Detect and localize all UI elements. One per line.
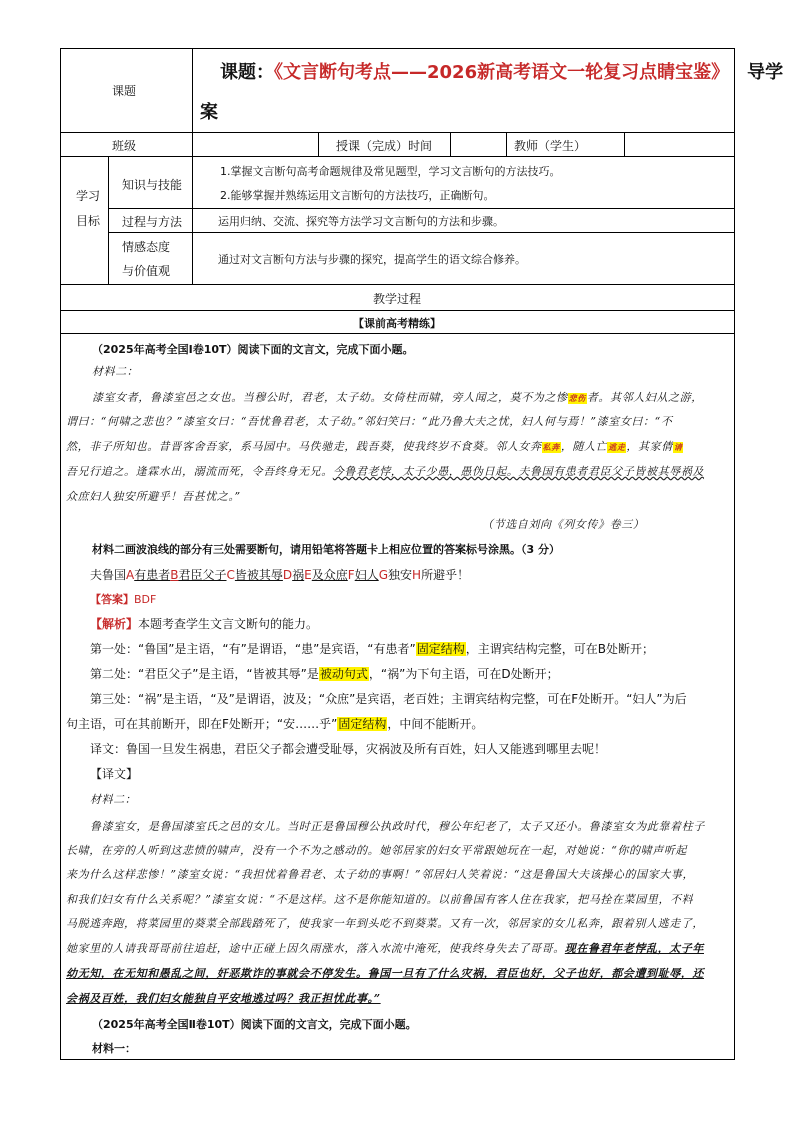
divider	[108, 156, 109, 284]
sentence-options: 夫鲁国A有患者B君臣父子C皆被其辱D祸E及众庶F妇人G独安H所避乎！	[90, 568, 470, 582]
question-text: 材料二画波浪线的部分有三处需要断句，请用铅笔将答题卡上相应位置的答案标号涂黑。（3 分）	[92, 543, 560, 556]
class-label: 班级	[112, 139, 137, 153]
passage-source: （节选自刘向《列女传》卷三）	[482, 518, 645, 531]
passage-line: 吾兄行追之。逢霖水出，溺流而死，令吾终身无兄。今鲁君老悖，太子少愚，愚伪日起。夫鲁国有患者君臣父子皆被其辱祸及	[66, 465, 705, 478]
translation-text: 马脱逃奔跑，将菜园里的葵菜全部践踏死了，使我家一年到头吃不到葵菜。又有一次，邻居家的女儿私奔，跟着别人逃走了，	[66, 917, 704, 930]
page-title-cont: 案	[200, 102, 218, 123]
divider	[624, 132, 625, 156]
analysis-point: 第三处：“祸”是主语，“及”是谓语，波及；“众庶”是宾语，老百姓；主谓宾结构完整，可在F处断开。“妇人”为后	[90, 692, 687, 706]
divider	[318, 132, 319, 156]
process-heading: 教学过程	[372, 292, 421, 306]
translation-text: 来为什么这样悲惨！”漆室女说：“我担忧着鲁君老、太子幼的事啊！”邻居妇人笑着说：“这是鲁国大夫该操心的国家大事，	[66, 868, 695, 881]
lesson-label: 课题	[112, 84, 137, 98]
question-intro: （2025年高考全国Ⅱ卷10T）阅读下面的文言文，完成下面小题。	[92, 1018, 417, 1031]
objective-category: 情感态度	[122, 240, 171, 254]
objective-category: 知识与技能	[122, 178, 183, 192]
divider	[192, 156, 193, 284]
translation-text: 会祸及百姓，我们妇女能独自平安地逃过吗？我正担忧此事。”	[66, 992, 381, 1005]
divider	[108, 232, 735, 233]
objective-text: 运用归纳、交流、探究等方法学习文言断句的方法和步骤。	[218, 215, 504, 228]
analysis-point: 第二处：“君臣父子”是主语，“皆被其辱”是被动句式，“祸”为下句主语，可在D处断开；	[90, 667, 559, 681]
material-label: 材料一：	[92, 1042, 136, 1055]
divider	[60, 284, 735, 285]
annotation: 悲伤	[568, 393, 586, 403]
divider	[60, 310, 735, 311]
divider	[60, 132, 735, 133]
divider	[450, 132, 451, 156]
passage-line: 谓曰：“何啸之悲也？”漆室女曰：“吾忧鲁君老，太子幼。”邻妇笑曰：“此乃鲁大夫之忧，妇人何与焉！”漆室女曰：“不	[66, 415, 673, 428]
translation-label: 【译文】	[90, 767, 139, 781]
objective-text: 2.能够掌握并熟练运用文言断句的方法技巧，正确断句。	[220, 189, 495, 202]
translation-text: 长啸，在旁的人听到这悲愤的啸声，没有一个不为之感动的。她邻居家的妇女平常跟她玩在一起，对她说：“你的啸声听起	[66, 844, 688, 857]
objective-category: 与价值观	[122, 264, 171, 278]
objectives-label: 目标	[76, 214, 101, 228]
annotation: 逃走	[608, 442, 626, 452]
translation-text: 幼无知，在无知和愚乱之间，奸恶欺诈的事就会不停发生。鲁国一旦有了什么灾祸，君臣也好，父子也好，都会遭到耻辱，还	[66, 967, 704, 980]
divider	[108, 208, 735, 209]
teacher-label: 教师（学生）	[514, 139, 587, 153]
page-title: 课题：《文言断句考点——2026新高考语文一轮复习点睛宝鉴》 导学	[220, 62, 784, 83]
objective-text: 1.掌握文言断句高考命题规律及常见题型，学习文言断句的方法技巧。	[220, 165, 561, 178]
material-label: 材料二：	[90, 793, 137, 806]
passage-line: 然，非子所知也。昔晋客舍吾家，系马园中。马佚驰走，践吾葵，使我终岁不食葵。邻人女奔私奔，随人亡逃走，其家倩请	[66, 440, 683, 453]
objective-text: 通过对文言断句方法与步骤的探究，提高学生的语文综合修养。	[218, 253, 526, 266]
divider	[192, 48, 193, 132]
time-label: 授课（完成）时间	[336, 139, 433, 153]
passage-line: 众庶妇人独安所避乎！吾甚忧之。”	[66, 490, 241, 503]
analysis-point: 第一处：“鲁国”是主语，“有”是谓语，“患”是宾语，“有患者”固定结构，主谓宾结构完整，可在B处断开；	[90, 642, 654, 656]
answer: 【答案】BDF	[90, 593, 157, 606]
translation-text: 她家里的人请我哥哥前往追赶，途中正碰上因久雨涨水，落入水流中淹死，使我终身失去了哥哥。现在鲁君年老悖乱，太子年	[66, 942, 704, 955]
translation-line: 译文：鲁国一旦发生祸患，君臣父子都会遭受耻辱，灾祸波及所有百姓，妇人又能逃到哪里去呢！	[90, 742, 607, 756]
translation-text: 和我们妇女有什么关系呢？”漆室女说：“不是这样。这不是你能知道的。以前鲁国有客人住在我家，把马拴在菜园里，不料	[66, 893, 694, 906]
analysis-point: 句主语，可在其前断开，即在F处断开；“安……乎”固定结构，中间不能断开。	[66, 717, 484, 731]
passage-line: 漆室女者，鲁漆室邑之女也。当穆公时，君老，太子幼。女倚柱而啸，旁人闻之，莫不为之惨悲伤者。其邻人妇从之游，	[92, 391, 703, 404]
divider	[60, 156, 735, 157]
annotation: 私奔	[542, 442, 560, 452]
objective-category: 过程与方法	[122, 215, 183, 229]
translation-text: 鲁漆室女，是鲁国漆室氏之邑的女儿。当时正是鲁国穆公执政时代，穆公年纪老了，太子又还小。鲁漆室女为此靠着柱子	[90, 820, 705, 833]
annotation: 请	[673, 442, 683, 452]
question-intro: （2025年高考全国Ⅰ卷10T）阅读下面的文言文，完成下面小题。	[92, 343, 414, 356]
analysis-intro: 【解析】本题考查学生文言文断句的能力。	[90, 617, 319, 631]
section-heading: 【课前高考精练】	[353, 317, 441, 330]
objectives-label: 学习	[76, 189, 101, 203]
divider	[192, 132, 193, 156]
divider	[60, 333, 735, 334]
divider	[506, 132, 507, 156]
material-label: 材料二：	[92, 365, 139, 378]
